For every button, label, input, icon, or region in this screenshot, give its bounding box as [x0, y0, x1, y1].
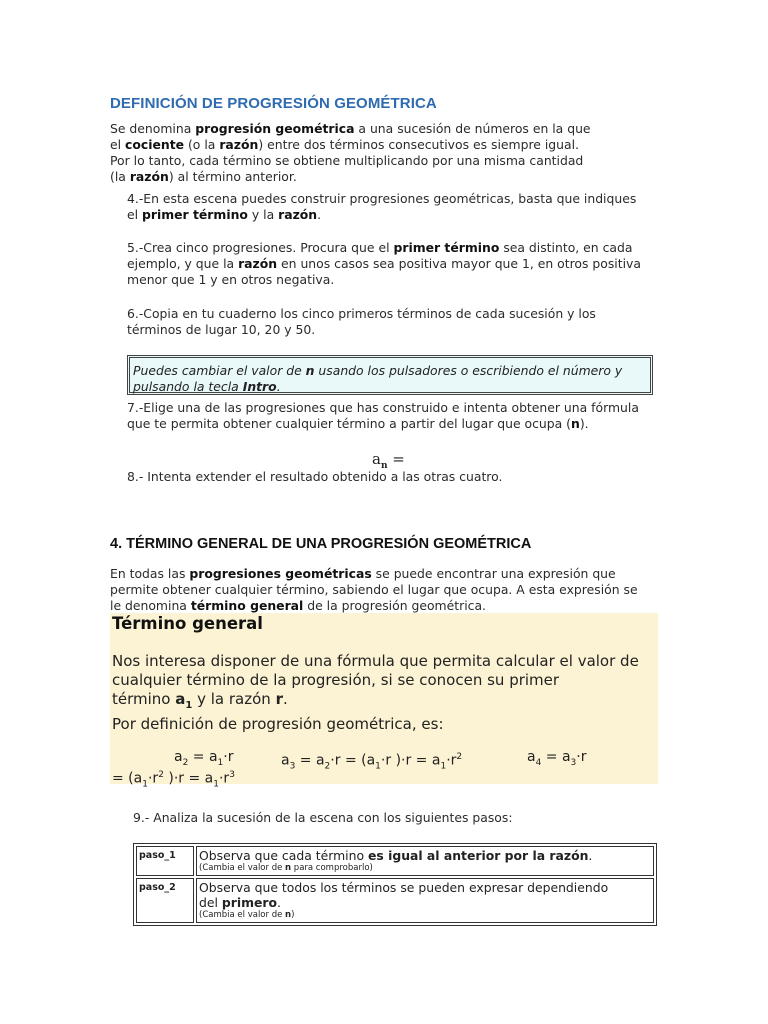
general-term-formula: $a_n$ = [372, 450, 405, 471]
table-row [136, 878, 654, 923]
steps-table [133, 843, 657, 926]
general-term-intro: En todas las progresiones geométricas se puede encontrar una expresión que permite obtener cualquier término, sabiendo el lugar que ocupa. A esta expresión se le denomina término general de la progresión geométrica. [110, 566, 638, 613]
instruction-item-6: 6.-Copia en tu cuaderno los cinco primeros términos de cada sucesión y los términos de lugar 10, 20 y 50. [127, 306, 596, 337]
instruction-item-4: 4.-En esta escena puedes construir progresiones geométricas, basta que indiques el primer término y la razón. [127, 191, 637, 222]
instruction-item-7: 7.-Elige una de las progresiones que has construido e intenta obtener una fórmula que te permita obtener cualquier término a partir del lugar que ocupa (n). [127, 400, 639, 431]
formula-a4-continued: = ($a_1\cdot r^2$ )$\cdot r = a_1\cdot r^3$ [112, 770, 235, 790]
step-description: Observa que todos los términos se pueden expresar dependiendo del primero. (Cambia el valor de n) [196, 878, 654, 923]
section-title-general-term: 4. TÉRMINO GENERAL DE UNA PROGRESIÓN GEOMÉTRICA [110, 536, 532, 552]
box-title: Término general [112, 614, 263, 633]
instruction-item-8: 8.- Intenta extender el resultado obtenido a las otras cuatro. [127, 469, 503, 484]
section-title-definition: DEFINICIÓN DE PROGRESIÓN GEOMÉTRICA [110, 95, 437, 112]
instruction-item-9: 9.- Analiza la sucesión de la escena con los siguientes pasos: [133, 810, 513, 825]
step-label: paso_1 [136, 846, 194, 876]
formula-a4: $a_4 = a_3\cdot r$ [527, 749, 587, 768]
step-description: Observa que cada término es igual al anterior por la razón. (Cambia el valor de n para comprobarlo) [196, 846, 654, 876]
step-label: paso_2 [136, 878, 194, 923]
instruction-item-5: 5.-Crea cinco progresiones. Procura que el primer término sea distinto, en cada ejemplo, y que la razón en unos casos sea positiva mayor que 1, en otros positiva menor que 1 y en otros negativa. [127, 240, 641, 287]
formula-a2: $a_2 = a_1\cdot r$ [174, 749, 234, 768]
table-row [136, 846, 654, 876]
definition-paragraph: Se denomina progresión geométrica a una sucesión de números en la que el cociente (o la razón) entre dos términos consecutivos es siempre igual. Por lo tanto, cada término se obtiene multiplicando por una misma cantidad (la razón) al término anterior. [110, 121, 591, 184]
hint-box: Puedes cambiar el valor de n usando los pulsadores o escribiendo el número y pulsando la tecla Intro. [127, 355, 653, 395]
box-paragraph: Nos interesa disponer de una fórmula que permita calcular el valor de cualquier término de la progresión, si se conocen su primer término $a_1$ y la razón r. Por definición de progresión geométrica, es: [112, 652, 639, 733]
formula-a3: $a_3 = a_2\cdot r = (a_1\cdot r$ )$\cdot r = a_1\cdot r^2$ [281, 752, 463, 772]
